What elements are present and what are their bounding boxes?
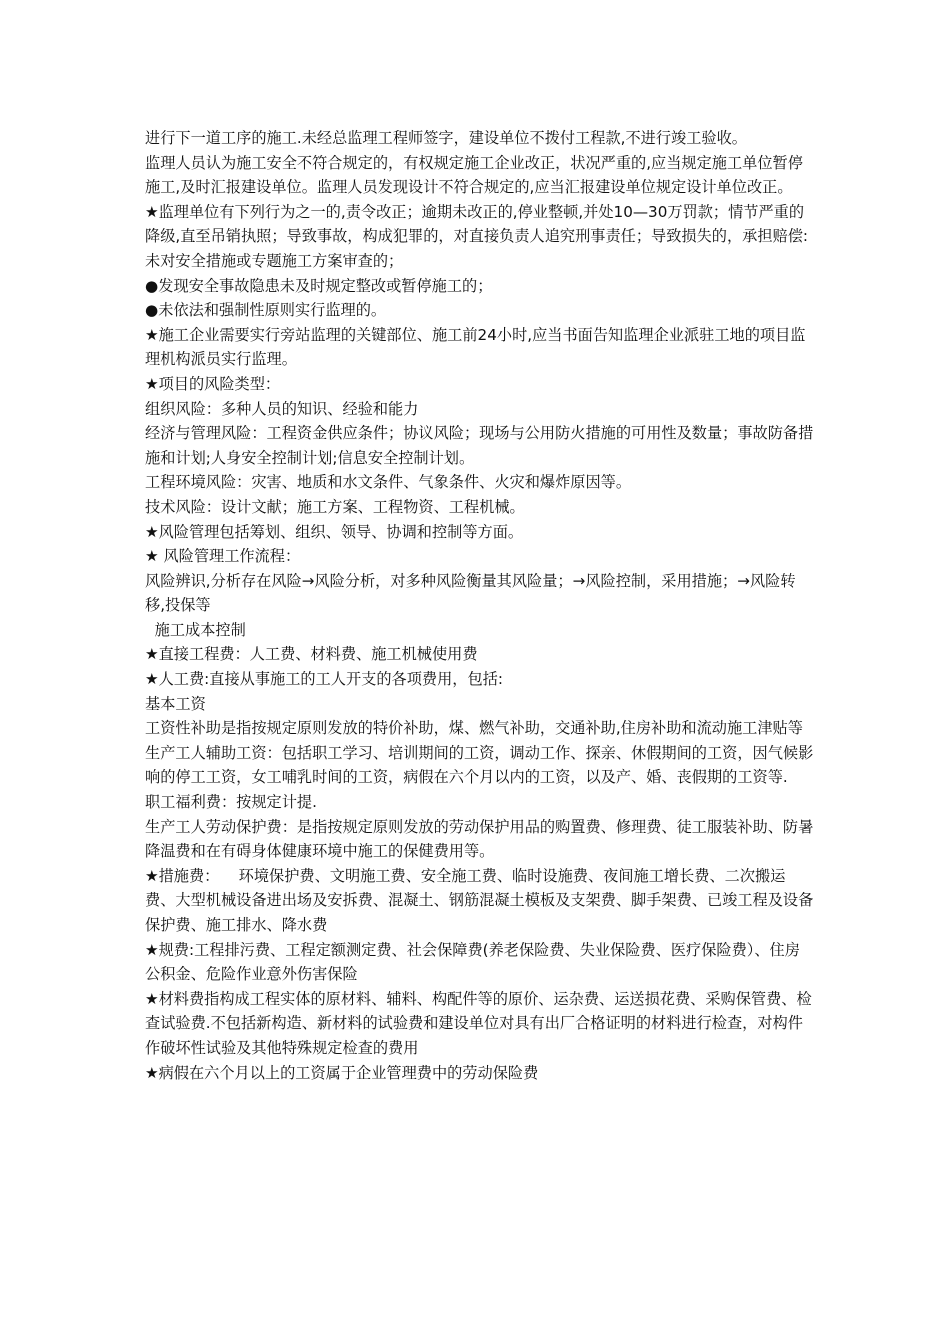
paragraph: ★病假在六个月以上的工资属于企业管理费中的劳动保险费 bbox=[145, 1063, 539, 1082]
paragraph: ★人工费:直接从事施工的工人开支的各项费用，包括: bbox=[145, 670, 503, 689]
paragraph: 职工福利费：按规定计提. bbox=[145, 793, 317, 812]
paragraph: 监理人员认为施工安全不符合规定的，有权规定施工企业改正，状况严重的,应当规定施工单位暂停施工,及时汇报建设单位。监理人员发现设计不符合规定的,应当汇报建设单位规定设计单位改正。 bbox=[145, 153, 803, 197]
paragraph: ★项目的风险类型： bbox=[145, 374, 281, 393]
paragraph: 组织风险：多种人员的知识、经验和能力 bbox=[145, 399, 419, 418]
paragraph: 进行下一道工序的施工.未经总监理工程师签字，建设单位不拨付工程款,不进行竣工验收。 bbox=[145, 129, 747, 147]
paragraph: ★材料费指构成工程实体的原材料、辅料、构配件等的原价、运杂费、运送损花费、采购保管费、检查试验费.不包括新构造、新材料的试验费和建设单位对具有出厂合格证明的材料进行检查，对构件作破坏性试验及其他特殊规定检查的费用 bbox=[145, 989, 812, 1057]
paragraph: ★风险管理包括筹划、组织、领导、协调和控制等方面。 bbox=[145, 522, 524, 541]
paragraph: 基本工资 bbox=[145, 694, 206, 713]
paragraph: 工程环境风险：灾害、地质和水文条件、气象条件、火灾和爆炸原因等。 bbox=[145, 473, 631, 492]
paragraph: ★施工企业需要实行旁站监理的关键部位、施工前24小时,应当书面告知监理企业派驻工地的项目监理机构派员实行监理。 bbox=[145, 325, 806, 369]
bullet-item: ●未依法和强制性原则实行监理的。 bbox=[145, 301, 387, 320]
paragraph: 工资性补助是指按规定原则发放的特价补助，煤、燃气补助，交通补助,住房补助和流动施工津贴等 bbox=[145, 719, 803, 738]
bullet-item: ●发现安全事故隐患未及时规定整改或暂停施工的； bbox=[145, 276, 493, 295]
paragraph: ★ 风险管理工作流程： bbox=[145, 547, 301, 566]
section-heading: 施工成本控制 bbox=[145, 620, 246, 639]
paragraph: 技术风险：设计文献；施工方案、工程物资、工程机械。 bbox=[145, 497, 525, 516]
paragraph: 生产工人劳动保护费：是指按规定原则发放的劳动保护用品的购置费、修理费、徒工服装补助、防暑降温费和在有碍身体健康环境中施工的保健费用等。 bbox=[145, 817, 814, 861]
document-page bbox=[145, 126, 815, 1085]
paragraph: ★监理单位有下列行为之一的,责令改正；逾期未改正的,停业整顿,并处10—30万罚款；情节严重的降级,直至吊销执照；导致事故，构成犯罪的，对直接负责人追究刑事责任；导致损失的，承担赔偿: bbox=[145, 202, 809, 246]
paragraph: 经济与管理风险：工程资金供应条件；协议风险；现场与公用防火措施的可用性及数量；事故防备措施和计划;人身安全控制计划;信息安全控制计划。 bbox=[145, 424, 814, 467]
paragraph: ★规费:工程排污费、工程定额测定费、社会保障费(养老保险费、失业保险费、医疗保险费）、住房公积金、危险作业意外伤害保险 bbox=[145, 940, 800, 984]
paragraph: 风险辨识,分析存在风险→风险分析，对多种风险衡量其风险量；→风险控制，采用措施；→风险转移,投保等 bbox=[145, 571, 796, 615]
paragraph: ★直接工程费：人工费、材料费、施工机械使用费 bbox=[145, 645, 478, 664]
paragraph: 生产工人辅助工资：包括职工学习、培训期间的工资，调动工作、探亲、休假期间的工资，因气候影响的停工工资，女工哺乳时间的工资，病假在六个月以内的工资，以及产、婚、丧假期的工资等. bbox=[145, 743, 814, 787]
paragraph: 未对安全措施或专题施工方案审查的； bbox=[145, 251, 404, 270]
paragraph: ★措施费： 环境保护费、文明施工费、安全施工费、临时设施费、夜间施工增长费、二次搬运费、大型机械设备进出场及安拆费、混凝土、钢筋混凝土模板及支架费、脚手架费、已竣工程及设备保护费、施工排水、降水费 bbox=[145, 866, 814, 934]
